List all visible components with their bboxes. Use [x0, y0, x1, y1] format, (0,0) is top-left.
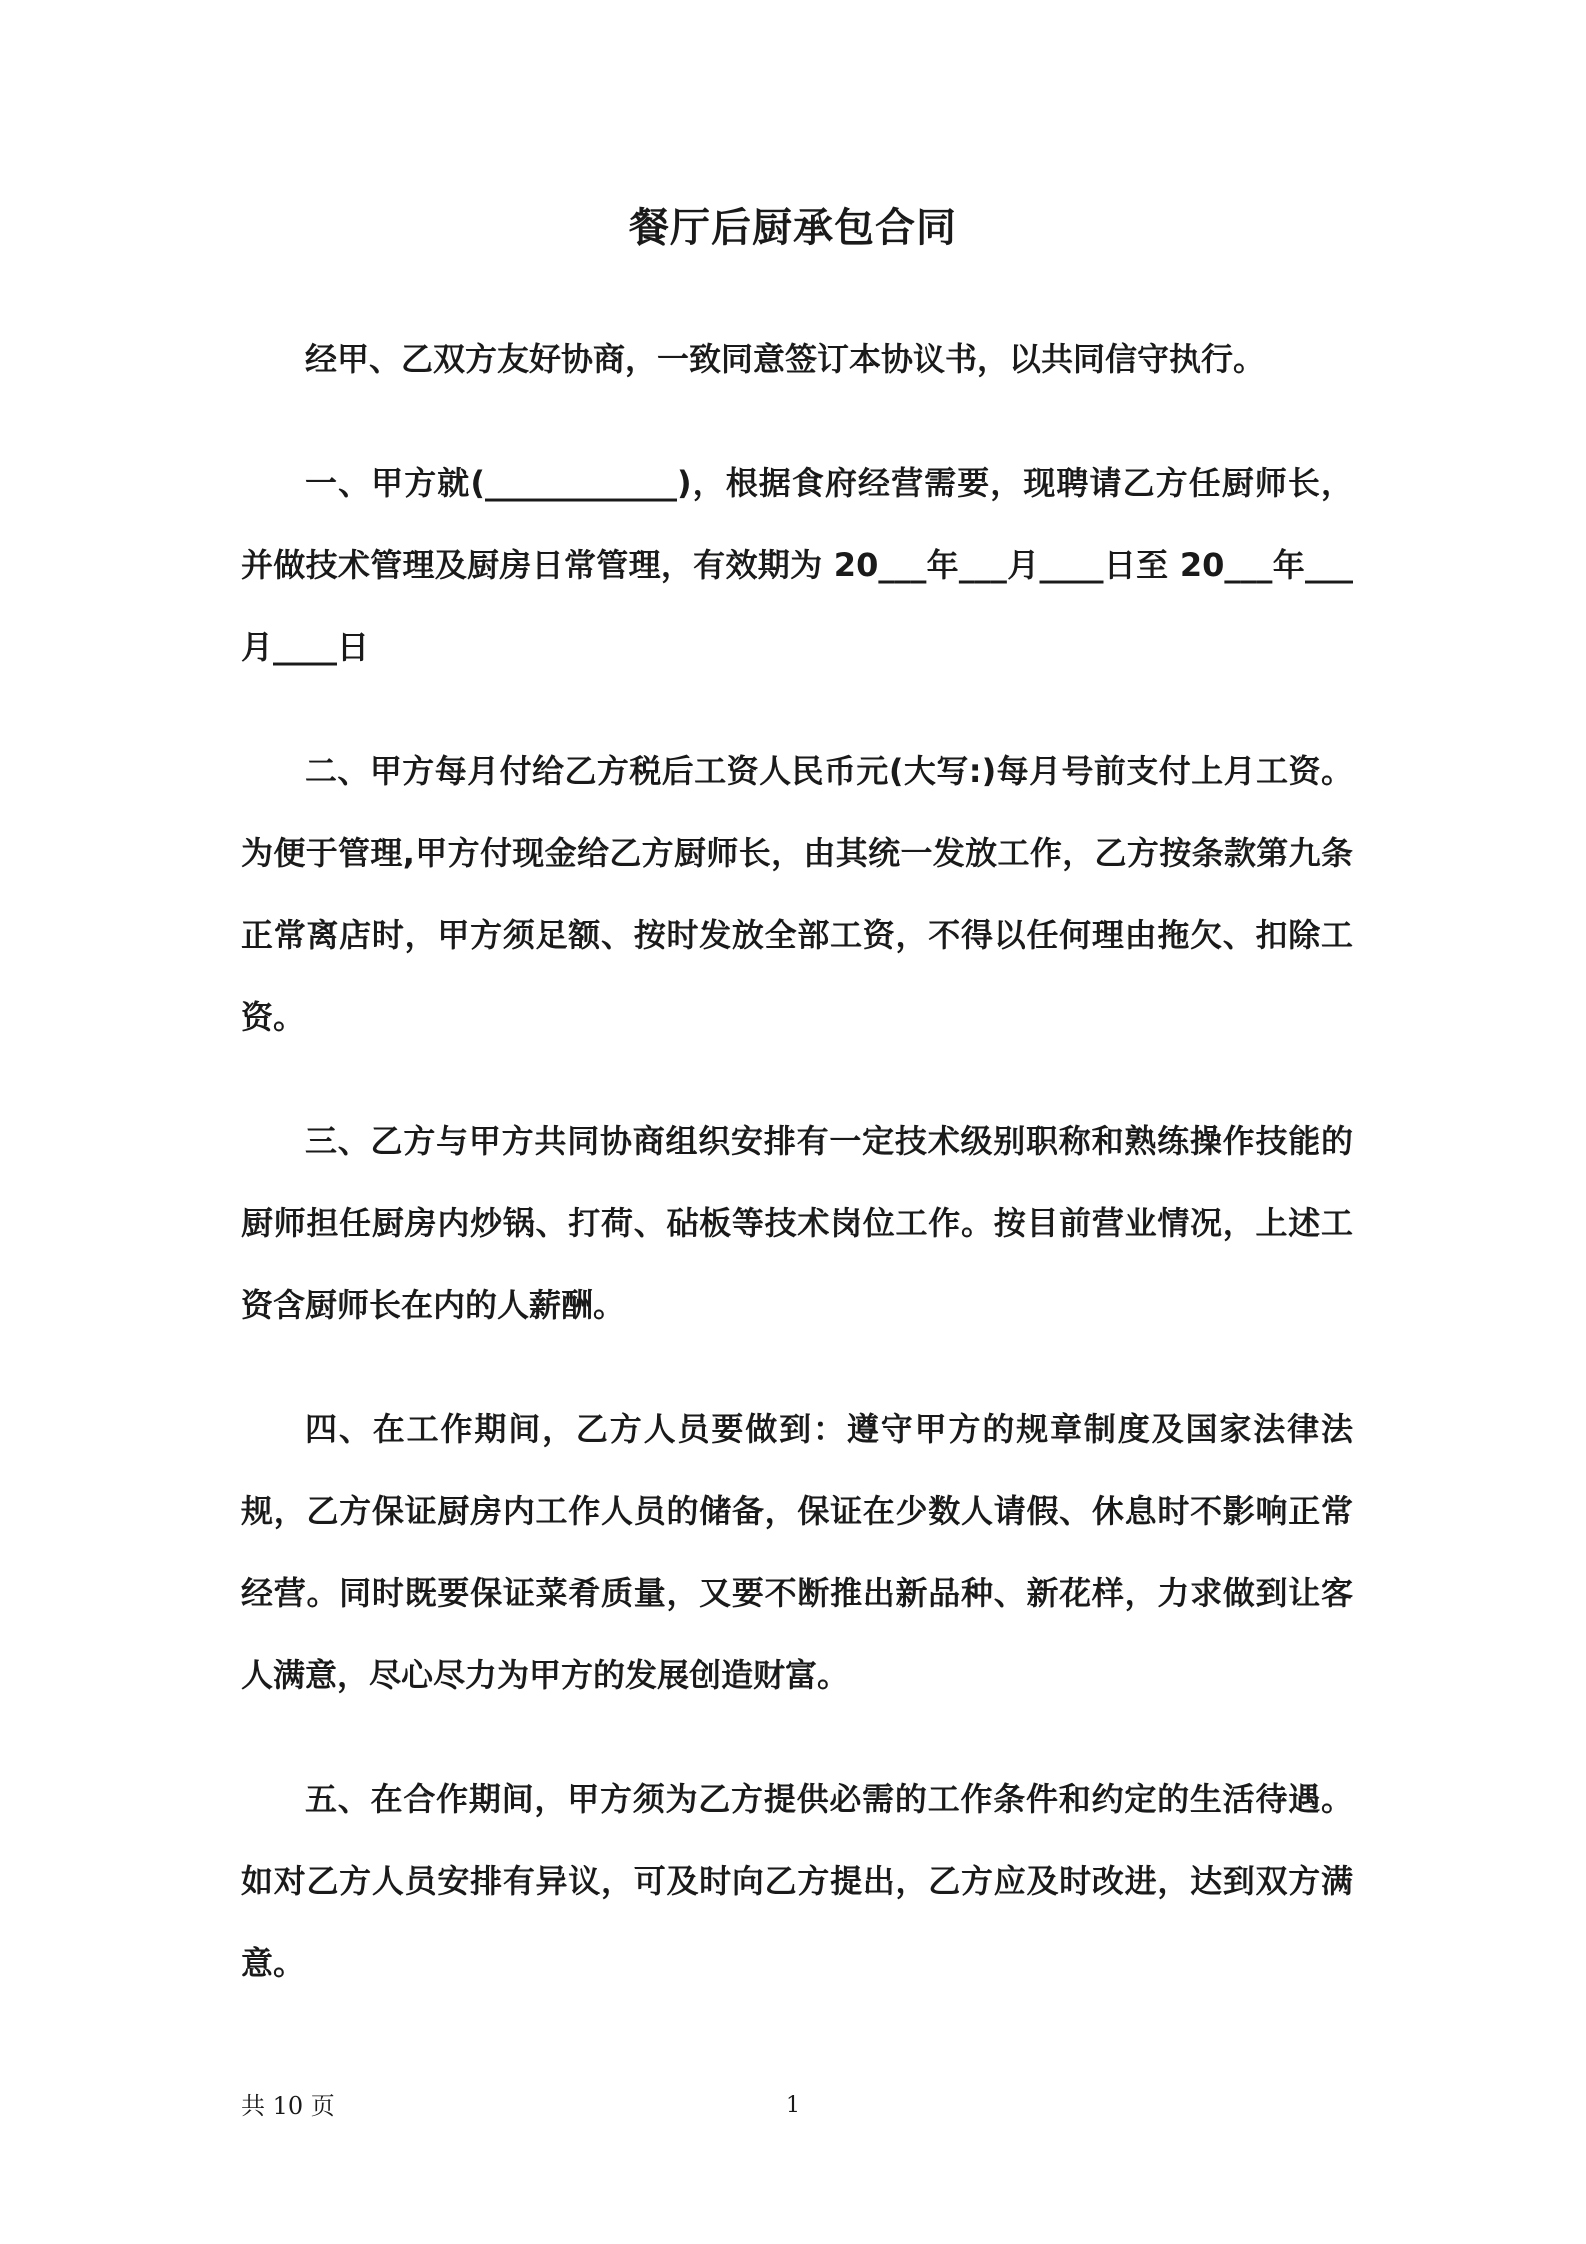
paragraph-clause-4: 四、在工作期间，乙方人员要做到：遵守甲方的规章制度及国家法律法规，乙方保证厨房内工作人员的储备，保证在少数人请假、休息时不影响正常经营。同时既要保证菜肴质量，又要不断推出新品种、新花样，力求做到让客人满意，尽心尽力为甲方的发展创造财富。 [241, 1410, 1353, 1694]
paragraph-clause-5: 五、在合作期间，甲方须为乙方提供必需的工作条件和约定的生活待遇。如对乙方人员安排有异议，可及时向乙方提出，乙方应及时改进，达到双方满意。 [241, 1780, 1353, 1982]
footer-page-number: 1 [786, 2093, 800, 2118]
paragraph-clause-2: 二、甲方每月付给乙方税后工资人民币元(大写:)每月号前支付上月工资。为便于管理,甲方付现金给乙方厨师长，由其统一发放工作，乙方按条款第九条正常离店时，甲方须足额、按时发放全部工资，不得以任何理由拖欠、扣除工资。 [241, 752, 1353, 1036]
paragraph-clause-3: 三、乙方与甲方共同协商组织安排有一定技术级别职称和熟练操作技能的厨师担任厨房内炒锅、打荷、砧板等技术岗位工作。按目前营业情况，上述工资含厨师长在内的人薪酬。 [241, 1122, 1353, 1324]
document-body [241, 318, 1353, 2046]
paragraph-preamble: 经甲、乙双方友好协商，一致同意签订本协议书，以共同信守执行。 [305, 340, 1266, 378]
footer-total-pages: 共 10 页 [241, 2092, 335, 2120]
document-title: 餐厅后厨承包合同 [629, 205, 957, 251]
paragraph-clause-1: 一、甲方就(____________)，根据食府经营需要，现聘请乙方任厨师长，并做技术管理及厨房日常管理，有效期为 20___年___月____日至 20___年___月____日 [241, 464, 1353, 666]
